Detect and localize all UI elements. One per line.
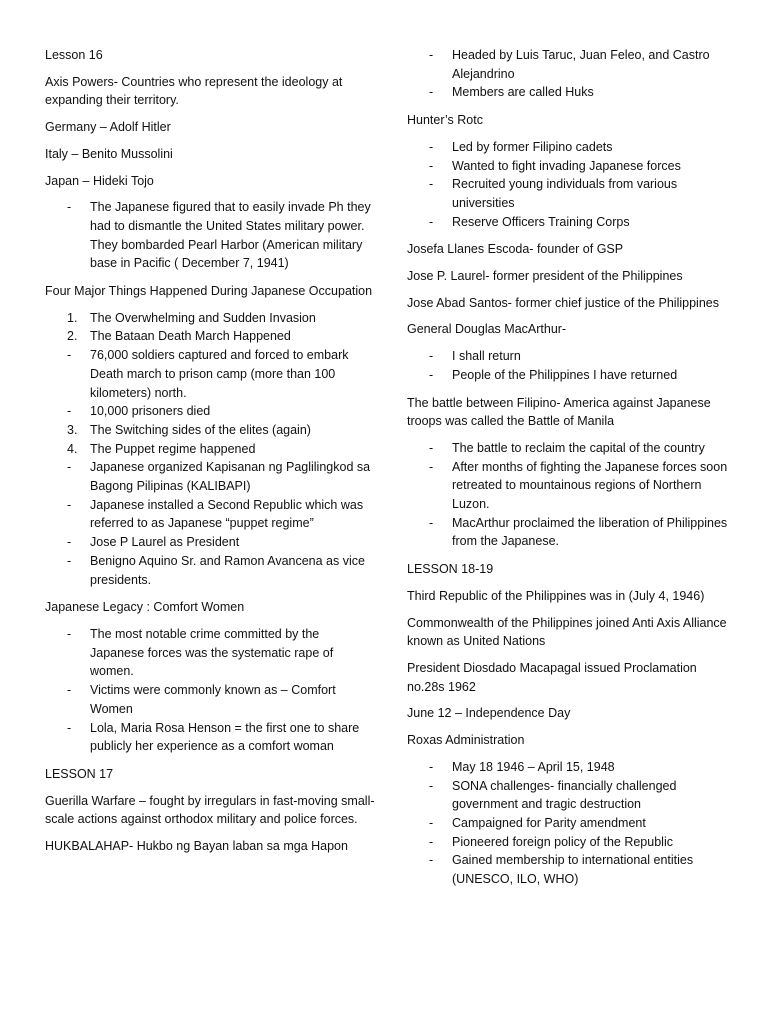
list-item-text: After months of fighting the Japanese forces soon retreated to mountainous regions of Northern Luzon. xyxy=(452,459,728,512)
list-item xyxy=(45,533,375,552)
list-marker: - xyxy=(429,158,434,173)
paragraph: Roxas Administration xyxy=(407,733,525,748)
list-item xyxy=(45,681,375,718)
paragraph: President Diosdado Macapagal issued Proclamation no.28s 1962 xyxy=(407,660,697,694)
left-column xyxy=(45,46,375,864)
list-item xyxy=(45,402,375,421)
list-marker: - xyxy=(67,200,72,215)
paragraph: The battle between Filipino- America against Japanese troops was called the Battle of Manila xyxy=(407,395,711,429)
paragraph: LESSON 17 xyxy=(45,766,114,781)
list-item xyxy=(45,552,375,589)
bullet-list xyxy=(45,309,375,590)
paragraph: Italy – Benito Mussolini xyxy=(45,146,173,161)
list-marker: - xyxy=(429,759,434,774)
paragraph: Josefa Llanes Escoda- founder of GSP xyxy=(407,242,624,257)
list-marker: - xyxy=(429,459,434,474)
list-marker: - xyxy=(429,48,434,62)
paragraph: LESSON 18-19 xyxy=(407,562,494,577)
list-marker: 2. xyxy=(67,329,78,344)
list-item-text: Japanese installed a Second Republic which was referred to as Japanese “puppet regime” xyxy=(90,497,364,531)
bullet-list xyxy=(407,439,732,551)
list-item-text: Recruited young individuals from various universities xyxy=(452,177,678,210)
list-marker: 3. xyxy=(67,422,78,437)
list-item-text: Benigno Aquino Sr. and Ramon Avancena as vice presidents. xyxy=(90,553,365,587)
list-item-text: Members are called Huks xyxy=(452,85,594,100)
list-item-text: I shall return xyxy=(452,349,521,364)
list-marker: - xyxy=(429,853,434,868)
list-marker: - xyxy=(429,778,434,793)
list-marker: - xyxy=(67,683,72,698)
list-item xyxy=(407,458,732,514)
list-item-text: Led by former Filipino cadets xyxy=(452,139,613,154)
list-marker: - xyxy=(429,815,434,830)
list-marker: - xyxy=(429,834,434,849)
list-item xyxy=(407,83,732,102)
paragraph: Commonwealth of the Philippines joined Anti Axis Alliance known as United Nations xyxy=(407,615,727,649)
list-item xyxy=(45,327,375,346)
list-marker: 1. xyxy=(67,310,78,325)
list-item-text: MacArthur proclaimed the liberation of Philippines from the Japanese. xyxy=(452,515,728,549)
list-marker: - xyxy=(67,626,72,641)
paragraph: General Douglas MacArthur- xyxy=(407,322,567,337)
list-marker: - xyxy=(429,440,434,455)
list-item-text: May 18 1946 – April 15, 1948 xyxy=(452,759,615,774)
paragraph: Germany – Adolf Hitler xyxy=(45,120,171,135)
list-item xyxy=(407,814,732,833)
list-item-text: The Overwhelming and Sudden Invasion xyxy=(90,310,316,325)
list-item-text: Headed by Luis Taruc, Juan Feleo, and Castro Alejandrino xyxy=(452,48,710,81)
paragraph: June 12 – Independence Day xyxy=(407,706,571,721)
list-item-text: 10,000 prisoners died xyxy=(90,404,211,419)
list-item xyxy=(407,175,732,212)
paragraph: HUKBALAHAP- Hukbo ng Bayan laban sa mga Hapon xyxy=(45,839,348,854)
paragraph: Hunter’s Rotc xyxy=(407,113,483,128)
list-item xyxy=(407,46,732,83)
list-item xyxy=(45,309,375,328)
list-item-text: Pioneered foreign policy of the Republic xyxy=(452,834,673,849)
list-marker: - xyxy=(429,139,434,154)
list-marker: - xyxy=(429,214,434,229)
list-item-text: 76,000 soldiers captured and forced to embark Death march to prison camp (more than 100 kilometers) north. xyxy=(90,348,349,400)
paragraph: Japan – Hideki Tojo xyxy=(45,173,154,188)
bullet-list xyxy=(45,198,375,273)
paragraph: Guerilla Warfare – fought by irregulars in fast-moving small-scale actions against orthodox military and police forces. xyxy=(45,793,375,827)
list-item-text: Gained membership to international entities (UNESCO, ILO, WHO) xyxy=(452,853,694,887)
paragraph: Lesson 16 xyxy=(45,48,103,62)
list-marker: - xyxy=(67,535,72,550)
list-item xyxy=(407,833,732,852)
list-item xyxy=(407,777,732,814)
list-item-text: The battle to reclaim the capital of the country xyxy=(452,440,705,455)
list-item xyxy=(45,496,375,533)
list-item-text: The most notable crime committed by the Japanese forces was the systematic rape of women. xyxy=(90,626,334,679)
list-item-text: Lola, Maria Rosa Henson = the first one to share publicly her experience as a comfort woman xyxy=(90,720,360,754)
bullet-list xyxy=(407,138,732,232)
list-item xyxy=(45,346,375,402)
list-item-text: SONA challenges- financially challenged government and tragic destruction xyxy=(452,778,677,812)
list-item xyxy=(45,625,375,681)
paragraph: Four Major Things Happened During Japanese Occupation xyxy=(45,284,373,299)
list-item xyxy=(407,138,732,157)
paragraph: Jose P. Laurel- former president of the Philippines xyxy=(407,269,683,284)
list-marker: - xyxy=(67,404,72,419)
paragraph: Axis Powers- Countries who represent the ideology at expanding their territory. xyxy=(45,74,343,108)
list-marker: - xyxy=(67,553,72,568)
list-marker: - xyxy=(67,497,72,512)
list-item xyxy=(45,198,375,273)
list-item xyxy=(407,347,732,366)
list-marker: - xyxy=(429,349,434,364)
list-item xyxy=(45,421,375,440)
list-item-text: Japanese organized Kapisanan ng Paglilingkod sa Bagong Pilipinas (KALIBAPI) xyxy=(90,460,371,494)
list-item-text: The Switching sides of the elites (again) xyxy=(90,422,311,437)
list-marker: - xyxy=(429,515,434,530)
list-item-text: The Japanese figured that to easily invade Ph they had to dismantle the United States military power. They bombarded Pearl Harbor (American military base in Pacific ( December 7, 1941) xyxy=(90,200,371,271)
list-marker: - xyxy=(67,348,72,363)
list-item-text: Campaigned for Parity amendment xyxy=(452,815,646,830)
list-item-text: The Puppet regime happened xyxy=(90,441,256,456)
list-item xyxy=(407,851,732,888)
list-item xyxy=(45,440,375,459)
bullet-list xyxy=(407,347,732,384)
list-item xyxy=(407,758,732,777)
list-marker: - xyxy=(429,177,434,192)
bullet-list xyxy=(407,758,732,889)
list-marker: - xyxy=(429,85,434,100)
bullet-list xyxy=(45,625,375,756)
list-item-text: Wanted to fight invading Japanese forces xyxy=(452,158,681,173)
list-item-text: The Bataan Death March Happened xyxy=(90,329,291,344)
list-item xyxy=(407,213,732,232)
list-marker: 4. xyxy=(67,441,78,456)
list-marker: - xyxy=(429,367,434,382)
list-item xyxy=(407,514,732,551)
list-item xyxy=(45,458,375,495)
right-column xyxy=(407,46,732,898)
bullet-list xyxy=(407,46,732,102)
list-marker: - xyxy=(67,460,72,475)
list-item-text: People of the Philippines I have returned xyxy=(452,367,678,382)
list-item-text: Reserve Officers Training Corps xyxy=(452,214,630,229)
list-item xyxy=(45,719,375,756)
list-item xyxy=(407,366,732,385)
list-item xyxy=(407,439,732,458)
paragraph: Japanese Legacy : Comfort Women xyxy=(45,600,245,615)
list-item-text: Victims were commonly known as – Comfort Women xyxy=(90,683,336,716)
paragraph: Jose Abad Santos- former chief justice of the Philippines xyxy=(407,295,719,310)
list-marker: - xyxy=(67,720,72,735)
list-item xyxy=(407,157,732,176)
list-item-text: Jose P Laurel as President xyxy=(90,535,240,550)
paragraph: Third Republic of the Philippines was in (July 4, 1946) xyxy=(407,588,705,603)
